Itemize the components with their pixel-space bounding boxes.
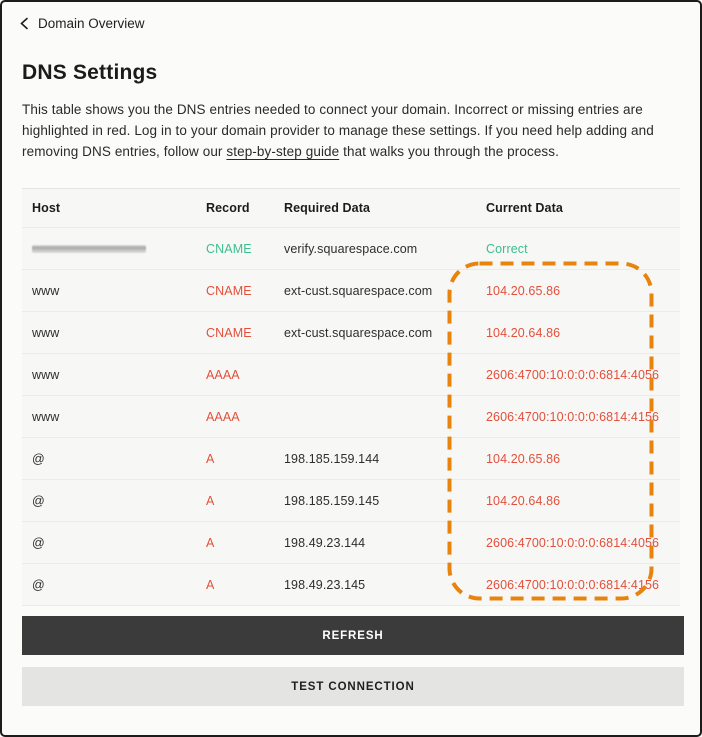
- current-data-cell: 104.20.65.86: [486, 283, 561, 298]
- description-text: [22, 99, 680, 162]
- required-data-cell: 198.185.159.144: [284, 451, 380, 466]
- table-body: [22, 228, 680, 606]
- current-data-cell: 2606:4700:10:0:0:0:6814:4156: [486, 577, 660, 592]
- record-cell: A: [206, 577, 215, 592]
- host-cell: www: [32, 325, 60, 340]
- required-data-cell: 198.49.23.145: [284, 577, 366, 592]
- required-data-cell: 198.49.23.144: [284, 535, 366, 550]
- current-data-cell: 2606:4700:10:0:0:0:6814:4156: [486, 409, 660, 424]
- record-cell: CNAME: [206, 241, 252, 256]
- current-data-cell: 104.20.65.86: [486, 451, 561, 466]
- host-cell: [22, 242, 196, 256]
- table-row: [22, 270, 680, 312]
- table-row: [22, 228, 680, 270]
- record-cell: A: [206, 451, 215, 466]
- description-part2: that walks you through the process.: [339, 144, 559, 159]
- table-row: [22, 354, 680, 396]
- required-data-cell: verify.squarespace.com: [284, 241, 418, 256]
- record-cell: A: [206, 493, 215, 508]
- record-cell: CNAME: [206, 283, 252, 298]
- table-row: [22, 480, 680, 522]
- description-part1: This table shows you the DNS entries needed to connect your domain. Incorrect or missing entries are highlighted in red. Log in to your domain provider to manage these settings. If you need help adding and removing DNS entries, follow our: [22, 102, 654, 159]
- step-by-step-guide-link[interactable]: step-by-step guide: [226, 144, 340, 159]
- back-to-domain-overview-link[interactable]: [18, 16, 145, 31]
- redacted-host-blur: [32, 245, 146, 253]
- host-cell: @: [32, 493, 45, 508]
- test-connection-button[interactable]: TEST CONNECTION: [22, 667, 684, 706]
- current-data-cell: 104.20.64.86: [486, 493, 561, 508]
- current-data-cell: 104.20.64.86: [486, 325, 561, 340]
- host-cell: www: [32, 409, 60, 424]
- header-current-data: Current Data: [486, 201, 563, 215]
- back-bar: [2, 2, 700, 31]
- current-data-cell: Correct: [486, 241, 528, 256]
- table-row: [22, 522, 680, 564]
- table-row: [22, 438, 680, 480]
- current-data-cell: 2606:4700:10:0:0:0:6814:4056: [486, 367, 660, 382]
- table-row: [22, 564, 680, 606]
- table-row: [22, 396, 680, 438]
- header-record: Record: [206, 201, 250, 215]
- host-cell: @: [32, 535, 45, 550]
- header-required-data: Required Data: [284, 201, 371, 215]
- required-data-cell: ext-cust.squarespace.com: [284, 325, 433, 340]
- refresh-button[interactable]: REFRESH: [22, 616, 684, 655]
- header-host: Host: [32, 201, 61, 215]
- host-cell: @: [32, 577, 45, 592]
- table-header-row: [22, 188, 680, 228]
- record-cell: A: [206, 535, 215, 550]
- current-data-cell: 2606:4700:10:0:0:0:6814:4056: [486, 535, 660, 550]
- table-row: [22, 312, 680, 354]
- record-cell: AAAA: [206, 409, 240, 424]
- required-data-cell: ext-cust.squarespace.com: [284, 283, 433, 298]
- dns-table: [22, 188, 680, 606]
- required-data-cell: 198.185.159.145: [284, 493, 380, 508]
- main-content: [2, 61, 700, 706]
- back-link-label: Domain Overview: [38, 16, 145, 31]
- page-title: DNS Settings: [22, 61, 158, 84]
- record-cell: CNAME: [206, 325, 252, 340]
- host-cell: www: [32, 283, 60, 298]
- record-cell: AAAA: [206, 367, 240, 382]
- chevron-left-icon: [18, 17, 31, 30]
- host-cell: @: [32, 451, 45, 466]
- host-cell: www: [32, 367, 60, 382]
